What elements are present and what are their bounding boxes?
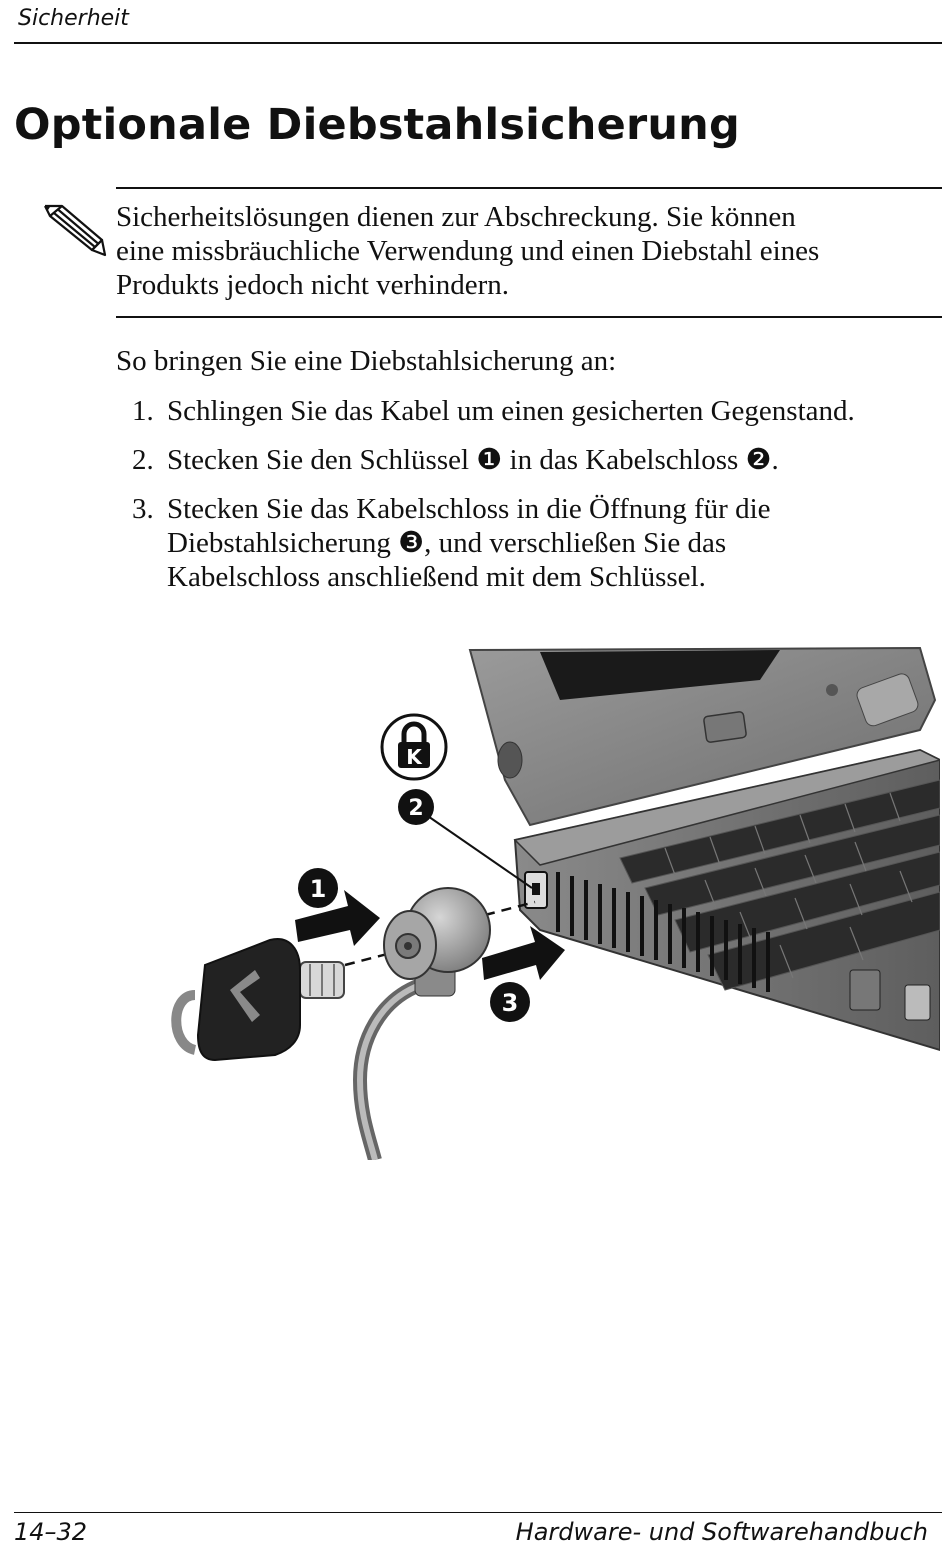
running-head: Sicherheit bbox=[18, 6, 129, 31]
note-line: Produkts jedoch nicht verhindern. bbox=[116, 269, 510, 301]
list-item bbox=[116, 394, 936, 428]
callout-2 bbox=[398, 789, 434, 825]
header-rule bbox=[14, 42, 942, 44]
callout-label: 2 bbox=[408, 796, 424, 821]
note-line: eine missbräuchliche Verwendung und einen Diebstahl eines bbox=[116, 235, 820, 267]
cable-lock-head bbox=[384, 888, 490, 996]
step-line: Kabelschloss anschließend mit dem Schlüssel. bbox=[167, 561, 706, 593]
step-line: Schlingen Sie das Kabel um einen gesicherten Gegenstand. bbox=[167, 395, 855, 427]
list-item bbox=[116, 443, 936, 477]
key bbox=[176, 939, 344, 1060]
callout-label: 3 bbox=[501, 989, 519, 1017]
note-bottom-rule bbox=[116, 316, 942, 318]
step-line: Stecken Sie den Schlüssel ❶ in das Kabelschloss ❷. bbox=[167, 444, 779, 476]
note-line: Sicherheitslösungen dienen zur Abschreckung. Sie können bbox=[116, 201, 796, 233]
page-number: 14–32 bbox=[14, 1518, 88, 1546]
step-number: 3. bbox=[132, 493, 154, 525]
note-top-rule bbox=[116, 187, 942, 189]
callout-1 bbox=[298, 868, 338, 908]
pencil-note-icon bbox=[42, 200, 108, 260]
step-text bbox=[116, 443, 936, 477]
step-number: 2. bbox=[132, 444, 154, 476]
steps-list bbox=[116, 394, 936, 609]
book-title: Hardware- und Softwarehandbuch bbox=[515, 1518, 928, 1546]
step-text bbox=[116, 492, 936, 594]
callout-3 bbox=[490, 982, 530, 1022]
security-lock-icon bbox=[382, 715, 446, 779]
svg-text:K: K bbox=[406, 745, 422, 769]
cable-lock-illustration bbox=[160, 640, 940, 1160]
callout-label: 1 bbox=[309, 875, 327, 903]
note-text bbox=[116, 200, 916, 302]
intro-text: So bringen Sie eine Diebstahlsicherung an: bbox=[116, 345, 617, 377]
page-title: Optionale Diebstahlsicherung bbox=[14, 100, 740, 150]
list-item bbox=[116, 492, 936, 594]
step-line: Diebstahlsicherung ❸, und verschließen Sie das bbox=[167, 527, 727, 559]
footer-rule bbox=[14, 1512, 942, 1513]
step-text bbox=[116, 394, 936, 428]
step-number: 1. bbox=[132, 395, 154, 427]
step-line: Stecken Sie das Kabelschloss in die Öffnung für die bbox=[167, 493, 771, 525]
